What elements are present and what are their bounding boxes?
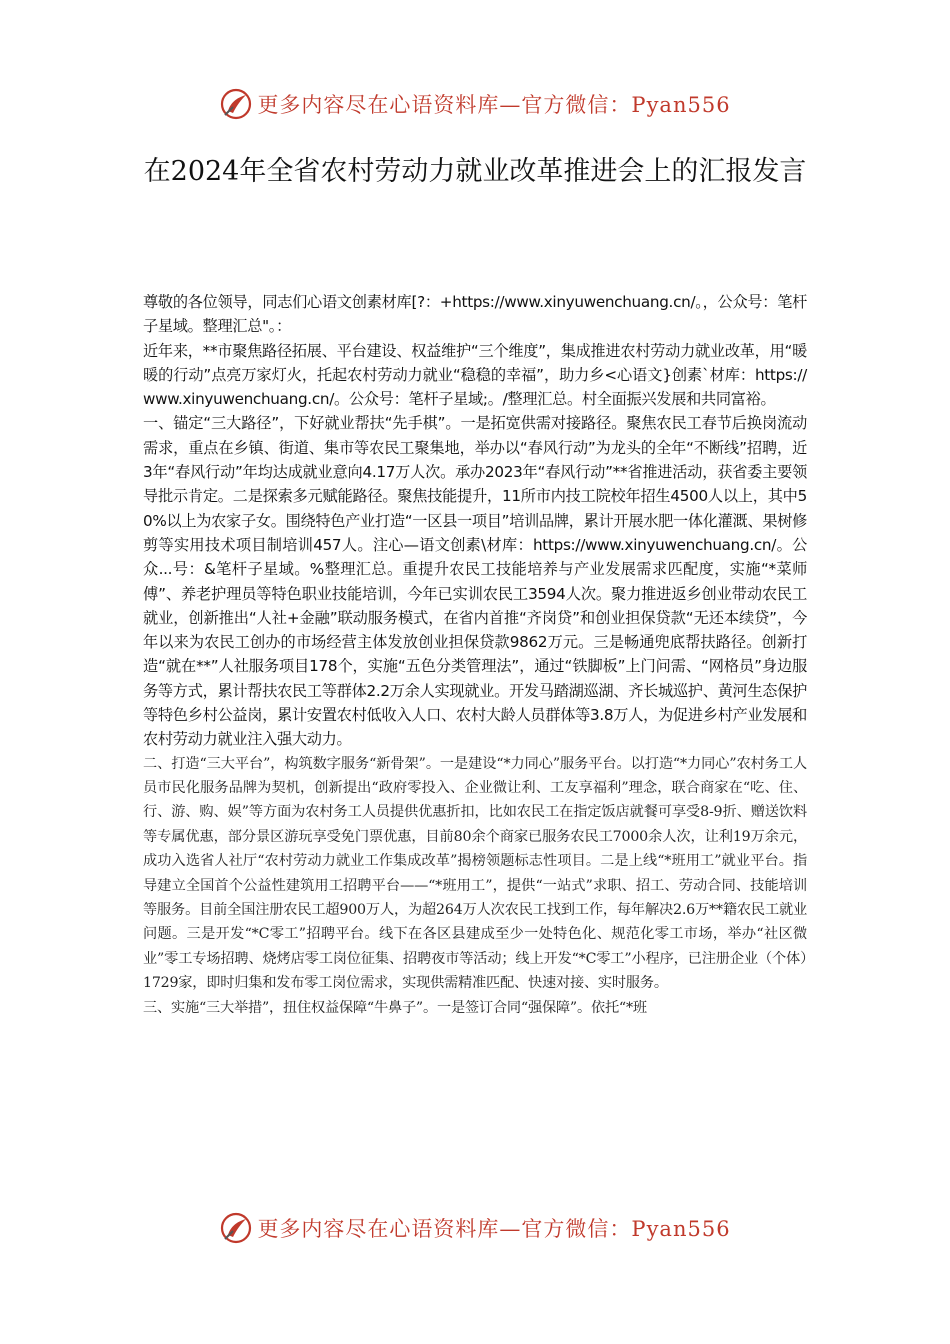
header-banner	[0, 84, 950, 124]
document-body	[143, 290, 807, 1020]
section-3-paragraph: 三、实施“三大举措”，扭住权益保障“牛鼻子”。一是签订合同“强保障”。依托“*班	[143, 999, 647, 1016]
brand-logo-icon	[219, 1211, 253, 1245]
brand-logo-icon	[219, 87, 253, 121]
footer-banner	[0, 1208, 950, 1248]
greeting-paragraph: 尊敬的各位领导，同志们心语文创素材库[?：+https://www.xinyuwenchuang.cn/。，公众号：笔杆子星域。整理汇总"。：	[143, 293, 807, 336]
section-1-paragraph: 一、锚定“三大路径”，下好就业帮扶“先手棋”。一是拓宽供需对接路径。聚焦农民工春节后换岗流动需求，重点在乡镇、街道、集市等农民工聚集地，举办以“春风行动”为龙头的全年“不断线”招聘，近3年“春风行动”年均达成就业意向4.17万人次。承办2023年“春风行动”**省推进活动，获省委主要领导批示肯定。二是探索多元赋能路径。聚焦技能提升，11所市内技工院校年招生4500人以上，其中50%以上为农家子女。围绕特色产业打造“一区县一项目”培训品牌，累计开展水肥一体化灌溉、果树修剪等实用技术项目制培训457人。注心—语文创素\材库：https://www.xinyuwenchuang.cn/。公众...号：&笔杆子星域。%整理汇总。重提升农民工技能培养与产业发展需求匹配度，实施“*菜师傅”、养老护理员等特色职业技能培训，今年已实训农民工3594人次。聚力推进返乡创业带动农民工就业，创新推出“人社+金融”联动服务模式，在省内首推“齐岗贷”和创业担保贷款“无还本续贷”，今年以来为农民工创办的市场经营主体发放创业担保贷款9862万元。三是畅通兜底帮扶路径。创新打造“就在**”人社服务项目178个，实施“五色分类管理法”，通过“铁脚板”上门问需、“网格员”身边服务等方式，累计帮扶农民工等群体2.2万余人实现就业。开发马踏湖巡湖、齐长城巡护、黄河生态保护等特色乡村公益岗，累计安置农村低收入人口、农村大龄人员群体等3.8万人，为促进乡村产业发展和农村劳动力就业注入强大动力。	[143, 414, 807, 749]
document-title: 在2024年全省农村劳动力就业改革推进会上的汇报发言	[143, 156, 807, 187]
banner-text: 更多内容尽在心语资料库—官方微信：Pyan556	[257, 1217, 731, 1241]
section-2-paragraph: 二、打造“三大平台”，构筑数字服务“新骨架”。一是建设“*力同心”服务平台。以打造“*力同心”农村务工人员市民化服务品牌为契机，创新提出“政府零投入、企业微让利、工友享福利”理念，联合商家在“吃、住、行、游、购、娱”等方面为农村务工人员提供优惠折扣，比如农民工在指定饭店就餐可享受8-9折、赠送饮料等专属优惠，部分景区游玩享受免门票优惠，目前80余个商家已服务农民工7000余人次，让利19万余元，成功入选省人社厅“农村劳动力就业工作集成改革”揭榜领题标志性项目。二是上线“*班用工”就业平台。指导建立全国首个公益性建筑用工招聘平台——“*班用工”，提供“一站式”求职、招工、劳动合同、技能培训等服务。目前全国注册农民工超900万人，为超264万人次农民工找到工作，每年解决2.6万**籍农民工就业问题。三是开发“*C零工”招聘平台。线下在各区县建成至少一处特色化、规范化零工市场，举办“社区微业”零工专场招聘、烧烤店零工岗位征集、招聘夜市等活动；线上开发“*C零工”小程序，已注册企业（个体）1729家，即时归集和发布零工岗位需求，实现供需精准匹配、快速对接、实时服务。	[143, 755, 807, 992]
intro-paragraph: 近年来，**市聚焦路径拓展、平台建设、权益维护“三个维度”，集成推进农村劳动力就业改革，用“暖暖的行动”点亮万家灯火，托起农村劳动力就业“稳稳的幸福”，助力乡<心语文}创素`材库：https://www.xinyuwenchuang.cn/。公众号：笔杆子星域;。/整理汇总。村全面振兴发展和共同富裕。	[143, 341, 807, 409]
banner-text: 更多内容尽在心语资料库—官方微信：Pyan556	[257, 93, 731, 117]
